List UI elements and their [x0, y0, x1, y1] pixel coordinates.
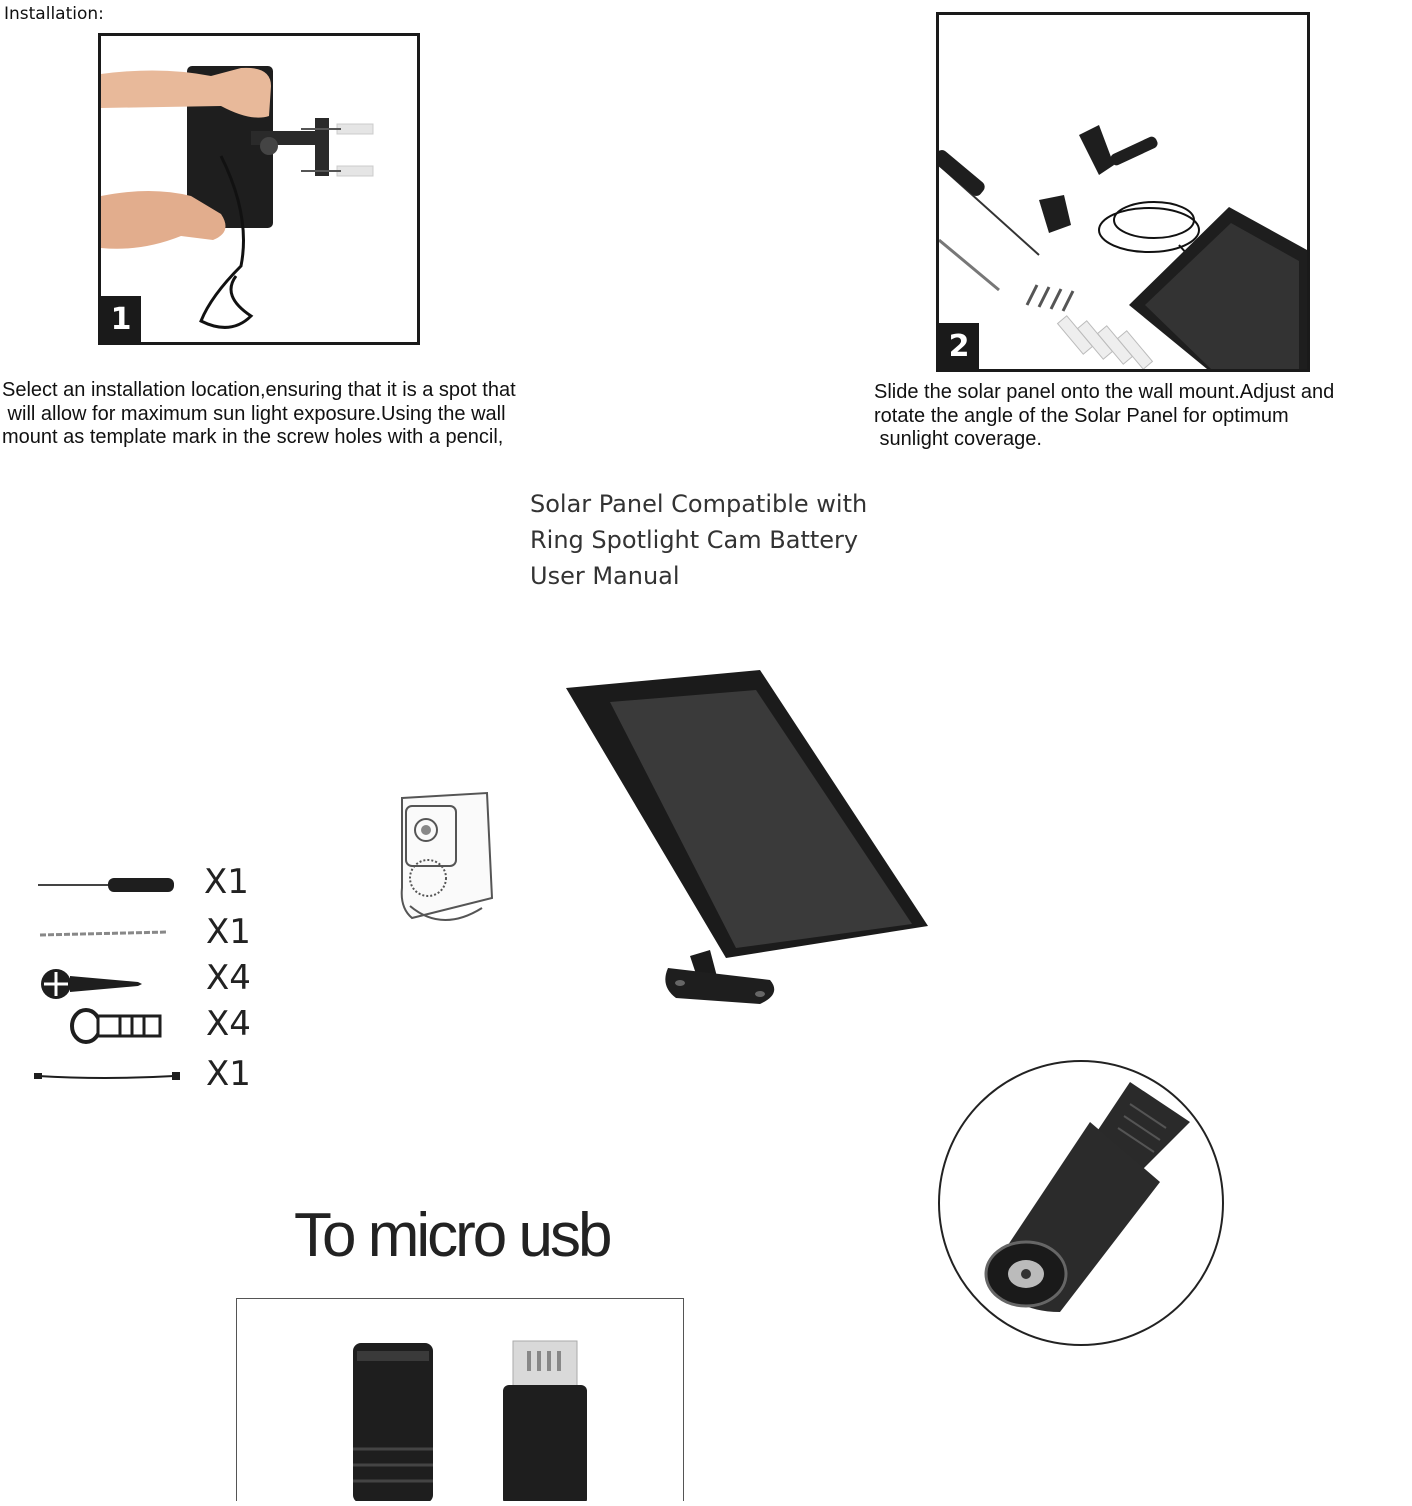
- hands-mounting-panel-illustration: [101, 36, 417, 342]
- manual-title: [530, 486, 867, 594]
- cable-qty: X1: [206, 1054, 251, 1094]
- screwdriver-icon: [30, 870, 180, 898]
- wall-anchor-icon: [70, 1008, 170, 1048]
- manual-title-line-1: Solar Panel Compatible with: [530, 490, 868, 518]
- manual-title-line-2: Ring Spotlight Cam Battery: [530, 526, 859, 554]
- micro-usb-adapter-image: [236, 1298, 684, 1501]
- screw-qty: X4: [206, 958, 251, 998]
- spotlight-camera-sketch: [392, 788, 502, 933]
- dc-connector-illustration: [940, 1062, 1222, 1344]
- step-1-text: Select an installation location,ensuring that it is a spot that will allow for maximum sun light exposure.Using the wall mount as template mark in the screw holes with a pencil,: [2, 379, 516, 448]
- step-2-text: Slide the solar panel onto the wall mount.Adjust and rotate the angle of the Solar Panel for optimum sunlight coverage.: [874, 381, 1335, 450]
- cable-icon: [34, 1066, 184, 1086]
- drill-bit-qty: X1: [206, 912, 251, 952]
- screw-icon: [38, 964, 148, 1004]
- solar-panel-product-image: [560, 668, 940, 1020]
- kit-contents-illustration: [939, 15, 1307, 369]
- step-1-image: [98, 33, 420, 345]
- manual-title-line-3: User Manual: [530, 562, 680, 590]
- parts-list: [0, 860, 260, 1100]
- micro-usb-adapter-illustration: [237, 1299, 683, 1501]
- step-2-badge: 2: [939, 323, 979, 369]
- step-2-image: [936, 12, 1310, 372]
- drill-bit-icon: [36, 926, 176, 942]
- step-1-badge: 1: [101, 296, 141, 342]
- wall-anchor-qty: X4: [206, 1004, 251, 1044]
- installation-label: Installation:: [4, 4, 104, 24]
- screwdriver-qty: X1: [204, 862, 249, 902]
- dc-connector-closeup: [938, 1060, 1224, 1346]
- adapter-label: To micro usb: [294, 1201, 610, 1270]
